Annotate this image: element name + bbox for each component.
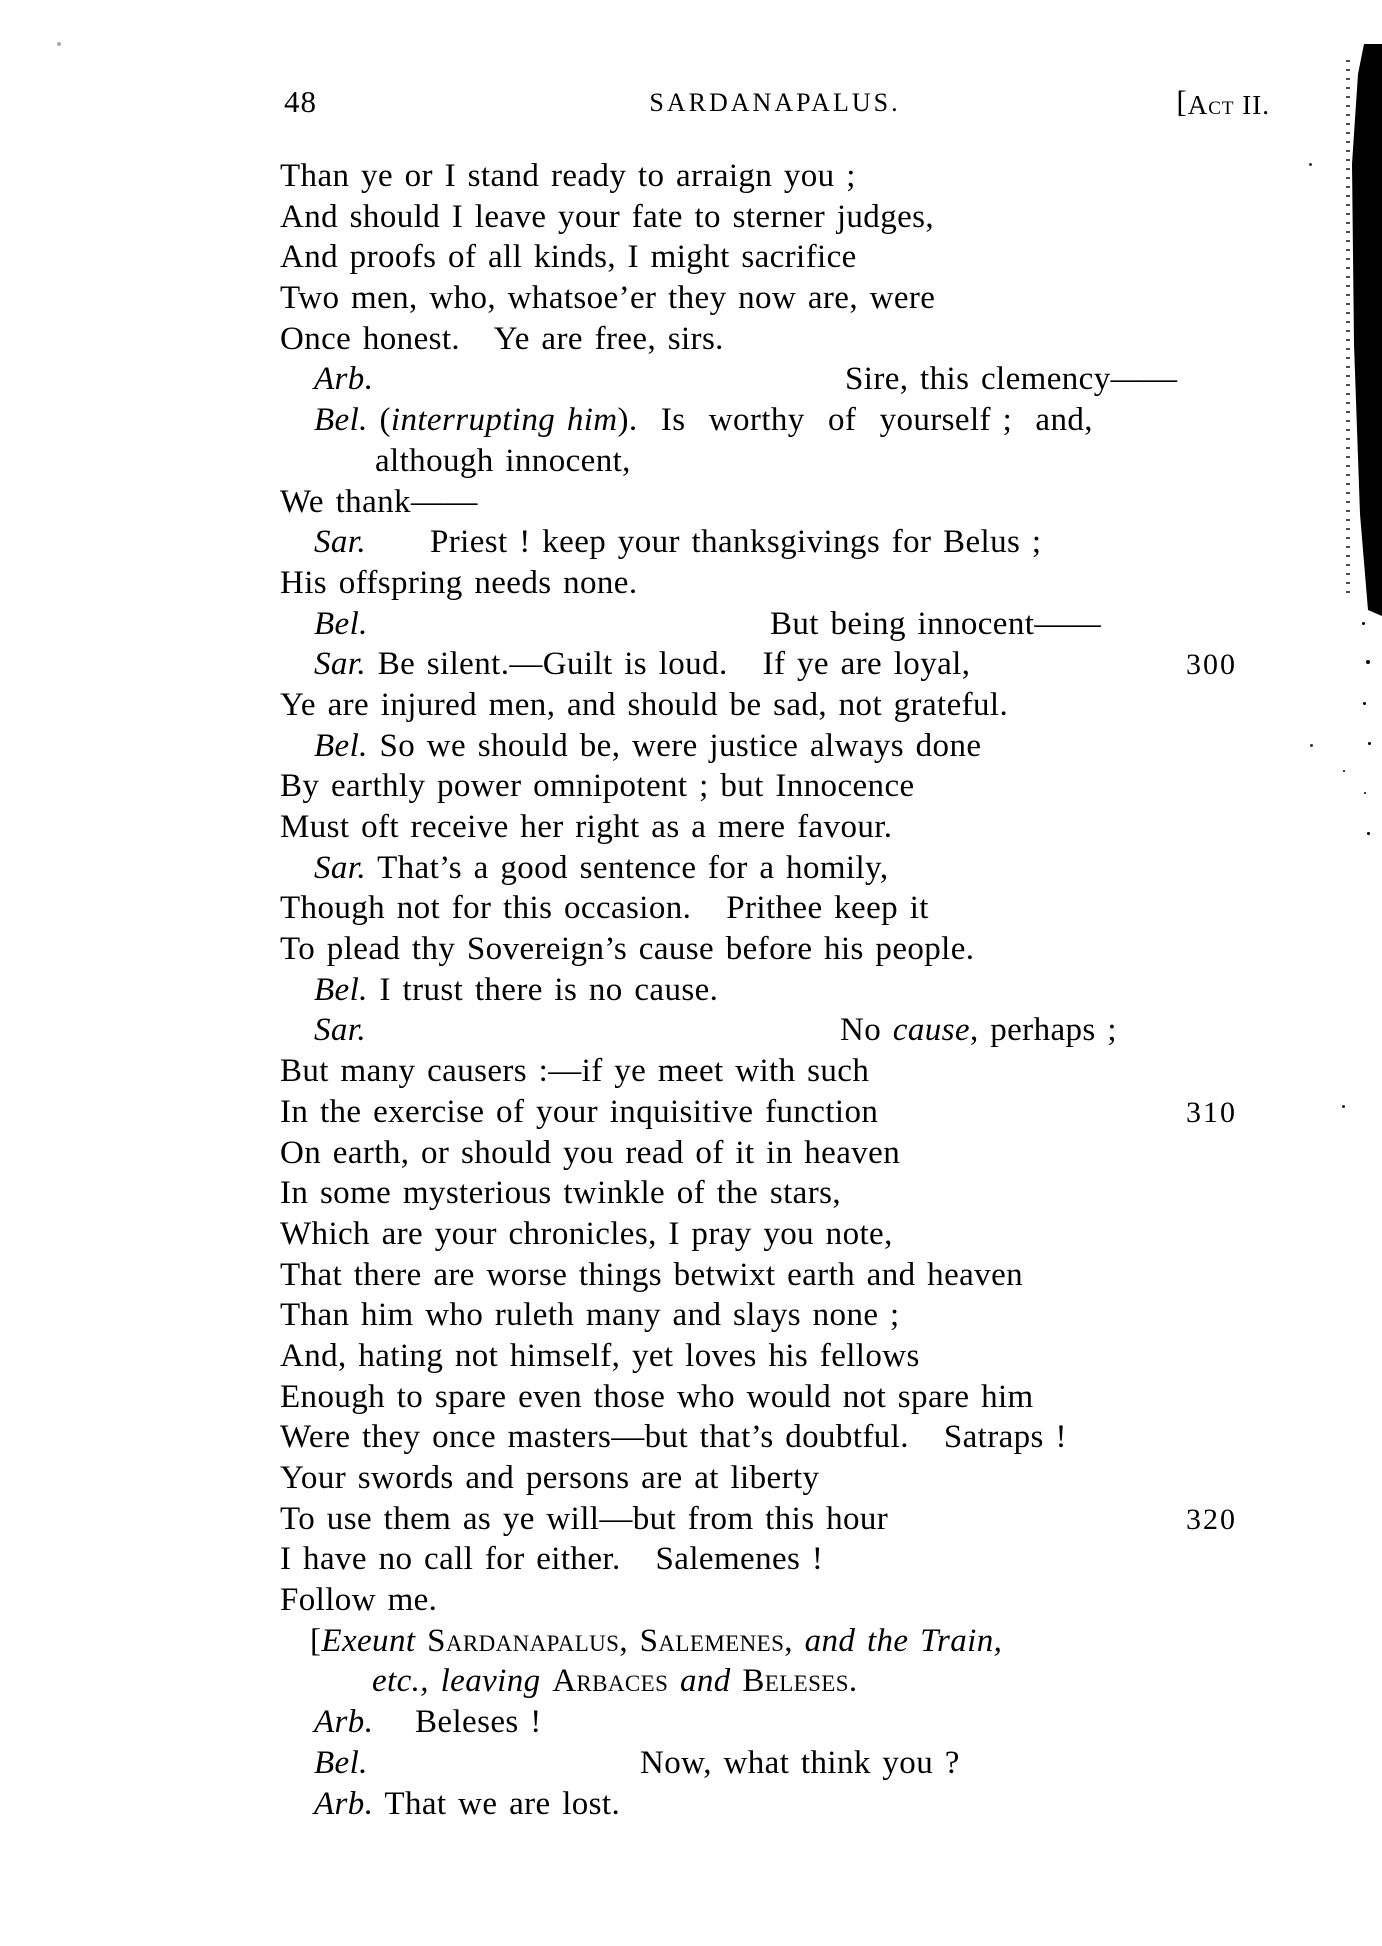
text-run: Bel.: [314, 605, 368, 642]
text-line: [280, 319, 1237, 360]
text-run: Be silent.—Guilt is loud. If ye are loyal,: [366, 646, 971, 683]
scan-speck: [1364, 792, 1366, 794]
scan-speck: [57, 42, 61, 46]
text-line: [280, 1051, 1237, 1092]
indent-spacer: [280, 1039, 314, 1040]
text-run: Beleses !: [415, 1704, 542, 1741]
text-run: Sar.: [314, 1012, 367, 1049]
text-line: [280, 1499, 1237, 1540]
text-run: That there are worse things betwixt earth and heaven: [280, 1256, 1024, 1293]
act-label: [1176, 86, 1270, 122]
text-line: [280, 1133, 1237, 1174]
text-run: Sar.: [314, 646, 367, 683]
text-line: [280, 522, 1237, 563]
indent-spacer: [280, 388, 314, 389]
text-line: [280, 1621, 1237, 1662]
text-run: Sardanapalus, Salemenes,: [427, 1622, 793, 1659]
text-run: Bel.: [314, 402, 368, 439]
scan-speck: [1362, 622, 1365, 625]
indent-spacer: [280, 470, 375, 471]
text-line: [280, 441, 1237, 482]
act-text: Act II.: [1187, 90, 1270, 120]
text-run: Beleses.: [742, 1663, 858, 1700]
text-line: [280, 1417, 1237, 1458]
indent-spacer: [280, 1772, 314, 1773]
text-line: [280, 237, 1237, 278]
indent-spacer: [280, 1731, 314, 1732]
text-run: etc., leaving: [372, 1663, 541, 1700]
text-run: Arb.: [314, 1704, 374, 1741]
text-run: interrupting him: [390, 402, 618, 439]
text-run: That we are lost.: [373, 1785, 621, 1822]
text-run: although innocent,: [375, 442, 631, 479]
text-line: [280, 1661, 1237, 1702]
text-run: No: [840, 1012, 893, 1049]
text-line: [280, 848, 1237, 889]
text-line: [280, 1743, 1237, 1784]
text-run: But many causers :—if ye meet with such: [280, 1053, 870, 1090]
indent-spacer: [280, 1650, 310, 1651]
scan-speck: [1343, 770, 1345, 772]
text-line: [280, 1295, 1237, 1336]
hemistich: [845, 359, 1177, 400]
indent-spacer: [280, 633, 314, 634]
text-line: [280, 278, 1237, 319]
verse-line-number: 300: [1186, 648, 1237, 682]
text-run: [541, 1663, 553, 1699]
text-line: [280, 1173, 1237, 1214]
text-run: Two men, who, whatsoe’er they now are, were: [280, 280, 936, 317]
text-line: [280, 604, 1237, 645]
text-run: [: [310, 1622, 322, 1659]
text-run: To plead thy Sovereign’s cause before his people.: [280, 931, 975, 968]
text-run: (: [367, 402, 391, 439]
text-line: [280, 359, 1237, 400]
text-line: [280, 1336, 1237, 1377]
text-run: I trust there is no cause.: [367, 971, 719, 1008]
hemistich: [640, 1743, 960, 1784]
text-line: [280, 563, 1237, 604]
indent-spacer: [280, 755, 314, 756]
scan-speck: [1342, 1105, 1345, 1108]
scan-edge-fuzz: [1346, 60, 1350, 600]
text-run: Though not for this occasion. Prithee keep it: [280, 890, 929, 927]
text-run: By earthly power omnipotent ; but Innocence: [280, 768, 915, 805]
text-line: [280, 1010, 1237, 1051]
text-line: [280, 807, 1237, 848]
text-run: In the exercise of your inquisitive function: [280, 1093, 879, 1130]
verse-line-number: 320: [1186, 1502, 1237, 1536]
scan-speck: [1310, 744, 1313, 747]
scan-edge-shadow: [1350, 44, 1382, 616]
text-run: Than him who ruleth many and slays none ;: [280, 1297, 900, 1334]
text-run: And should I leave your fate to sterner judges,: [280, 198, 935, 235]
text-run: [415, 1623, 427, 1659]
text-run: and: [679, 1663, 731, 1700]
text-run: I have no call for either. Salemenes !: [280, 1541, 824, 1578]
text-line: [280, 1255, 1237, 1296]
text-run: and the Train,: [804, 1622, 1003, 1659]
text-run: Must oft receive her right as a mere favour.: [280, 809, 893, 845]
text-run: Sar.: [314, 524, 367, 561]
text-run: Now, what think you ?: [640, 1744, 960, 1781]
text-line: [280, 1377, 1237, 1418]
text-line: [280, 1458, 1237, 1499]
text-run: His offspring needs none.: [280, 564, 638, 601]
text-run: Were they once masters—but that’s doubtful. Satraps !: [280, 1419, 1067, 1456]
indent-spacer: [280, 1813, 314, 1814]
text-line: [280, 726, 1237, 767]
text-run: Once honest. Ye are free, sirs.: [280, 320, 724, 357]
text-line: [280, 1214, 1237, 1255]
indent-spacer: [280, 1690, 372, 1691]
scan-speck: [1368, 742, 1371, 745]
text-run: In some mysterious twinkle of the stars,: [280, 1175, 842, 1212]
running-title: SARDANAPALUS.: [649, 88, 901, 117]
text-line: [280, 929, 1237, 970]
text-run: And proofs of all kinds, I might sacrifice: [280, 239, 857, 276]
text-line: [280, 1539, 1237, 1580]
text-line: [280, 482, 1237, 523]
text-run: Arb.: [314, 361, 374, 398]
text-line: [280, 1092, 1237, 1133]
text-run: Than ye or I stand ready to arraign you ;: [280, 158, 856, 194]
verse-line-number: 310: [1186, 1095, 1237, 1129]
text-run: ). Is worthy of yourself ; and,: [617, 402, 1093, 439]
text-line: [280, 197, 1237, 238]
text-run: Which are your chronicles, I pray you note,: [280, 1215, 893, 1252]
hemistich: [770, 604, 1101, 645]
hemistich: [840, 1010, 1117, 1051]
text-run: And, hating not himself, yet loves his fellows: [280, 1337, 920, 1374]
text-line: [280, 156, 1237, 197]
indent-spacer: [280, 673, 314, 674]
indent-spacer: [280, 877, 314, 878]
text-line: [280, 970, 1237, 1011]
text-run: Ye are injured men, and should be sad, not grateful.: [280, 686, 1009, 723]
text-run: Arbaces: [552, 1663, 669, 1700]
text-run: Sire, this clemency——: [845, 361, 1178, 398]
text-line: [280, 1580, 1237, 1621]
scan-speck: [1309, 163, 1312, 166]
scan-speck: [1363, 702, 1366, 705]
text-run: [668, 1663, 680, 1699]
indent-spacer: [280, 429, 314, 430]
text-run: To use them as ye will—but from this hour: [280, 1500, 889, 1537]
text-run: But being innocent——: [770, 605, 1102, 642]
text-line: [280, 1702, 1237, 1743]
text-run: Bel.: [314, 971, 368, 1008]
indent-spacer: [280, 551, 314, 552]
act-bracket: [: [1176, 84, 1188, 119]
page-body: [280, 156, 1237, 1824]
text-run: cause: [892, 1012, 970, 1049]
text-line: [280, 644, 1237, 685]
text-run: Enough to spare even those who would not spare him: [280, 1378, 1034, 1415]
text-run: Exeunt: [321, 1622, 416, 1659]
text-line: [280, 766, 1237, 807]
scan-speck: [1367, 832, 1370, 835]
text-run: Priest ! keep your thanksgivings for Belus ;: [430, 524, 1042, 561]
text-line: [280, 1784, 1237, 1825]
text-run: Arb.: [314, 1785, 374, 1822]
text-line: [280, 888, 1237, 929]
text-run: On earth, or should you read of it in heaven: [280, 1134, 901, 1171]
page-number: 48: [284, 84, 317, 119]
indent-spacer: [280, 999, 314, 1000]
text-line: [280, 400, 1237, 441]
text-run: , perhaps ;: [969, 1012, 1117, 1049]
text-run: Sar.: [314, 849, 367, 886]
hemistich: [415, 1702, 542, 1743]
page-header: [280, 82, 1270, 124]
text-run: Follow me.: [280, 1582, 438, 1619]
hemistich: [430, 522, 1041, 563]
text-run: So we should be, were justice always done: [367, 727, 982, 764]
text-run: [793, 1623, 805, 1659]
text-line: [280, 685, 1237, 726]
scan-speck: [1366, 660, 1370, 664]
text-run: [731, 1663, 743, 1699]
text-run: Bel.: [314, 1744, 368, 1781]
text-run: Your swords and persons are at liberty: [280, 1460, 820, 1496]
text-run: We thank——: [280, 483, 478, 520]
text-run: Bel.: [314, 727, 368, 764]
text-run: That’s a good sentence for a homily,: [366, 849, 889, 886]
